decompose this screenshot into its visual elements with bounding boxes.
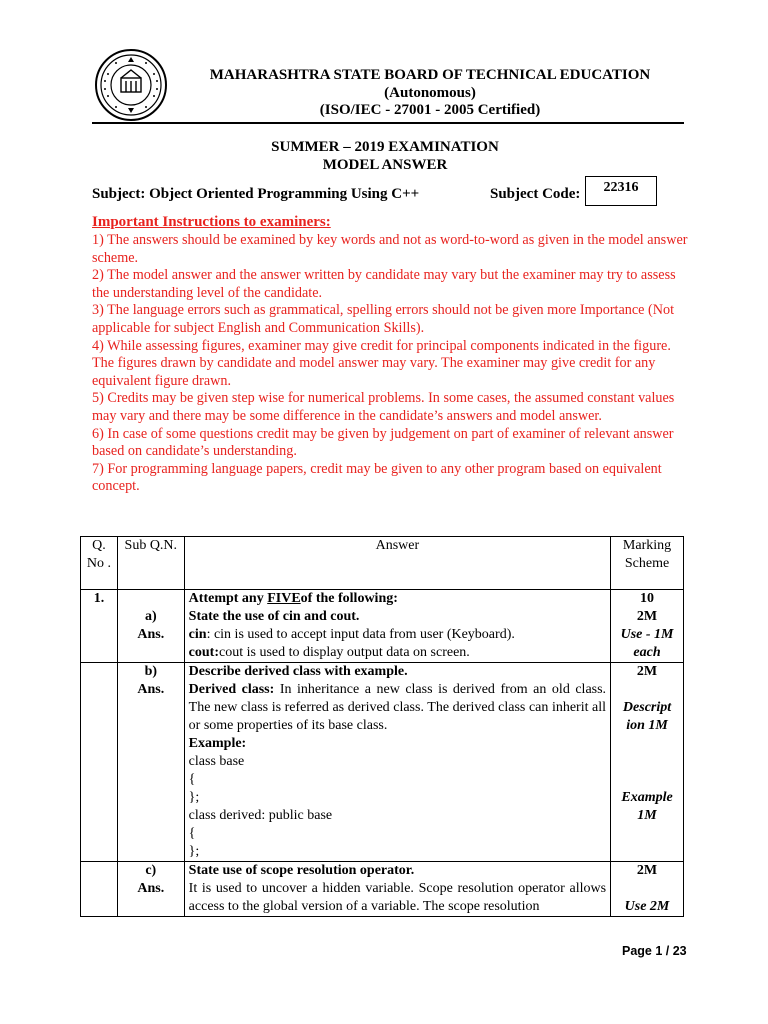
instruction-item: 6) In case of some questions credit may be given by judgement on part of examiner of relevant answer based on candidate’s understanding. — [92, 425, 674, 460]
marking-cell — [611, 590, 684, 663]
marks: 2M — [636, 609, 658, 624]
question-text: Describe derived class with example. — [188, 664, 408, 679]
attempt-instruction: Attempt any FIVEof the following: — [188, 591, 398, 606]
scheme-note: Use 2M — [624, 899, 670, 914]
instructions-title: Important Instructions to examiners: — [92, 214, 331, 230]
header-subqn: Sub Q.N. — [117, 537, 184, 590]
subject-name: Subject: Object Oriented Programming Using C++ — [92, 186, 420, 202]
instruction-item: 7) For programming language papers, credit may be given to any other program based on equivalent concept. — [92, 460, 662, 495]
instruction-item: 2) The model answer and the answer written by candidate may vary but the examiner may try to assess the understanding level of the candidate. — [92, 267, 676, 301]
sub-question-cell — [117, 663, 184, 862]
answer-paragraph: It is used to uncover a hidden variable. Scope resolution operator allows access to the global version of a variable. The scope resolution — [188, 881, 607, 914]
code-line: }; — [188, 790, 200, 805]
sub-question-cell — [117, 590, 184, 663]
table-row — [81, 663, 684, 862]
sub-question-label: a) — [144, 609, 157, 624]
exam-type: MODEL ANSWER — [322, 157, 448, 173]
board-name: MAHARASHTRA STATE BOARD OF TECHNICAL EDUCATION — [209, 67, 651, 83]
header-qno: Q. No . — [81, 537, 118, 590]
ans-label: Ans. — [137, 627, 165, 642]
table-row — [81, 590, 684, 663]
answer-cell — [184, 862, 610, 917]
marks: 2M — [636, 863, 658, 878]
header-divider — [92, 122, 684, 124]
answer-line: cout:cout is used to display output data on screen. — [188, 645, 470, 660]
code-line: class base — [188, 754, 245, 769]
instruction-item: 1) The answers should be examined by key words and not as word-to-word as given in the model answer scheme. — [92, 232, 688, 266]
instruction-item: 4) While assessing figures, examiner may give credit for principal components indicated in the figure. The figures drawn by candidate and model answer may vary. The examiner may give credit for any equivalent figure drawn. — [92, 337, 671, 389]
code-line: { — [188, 772, 196, 787]
scheme-note: Descript ion 1M — [622, 700, 672, 733]
instruction-item: 5) Credits may be given step wise for numerical problems. In some cases, the assumed constant values may vary and there may be some difference in the candidate’s answers and model answer. — [92, 390, 675, 424]
table-header-row — [81, 537, 684, 590]
question-text: State use of scope resolution operator. — [188, 863, 415, 878]
answer-line: cin: cin is used to accept input data from user (Keyboard). — [188, 627, 515, 642]
answer-table — [80, 536, 684, 917]
answer-paragraph: Derived class: In inheritance a new class is derived from an old class. The new class is referred as derived class. The derived class can inherit all or some properties of its base class. — [188, 682, 607, 733]
msbte-seal-logo — [94, 48, 168, 122]
exam-session: SUMMER – 2019 EXAMINATION — [271, 139, 499, 155]
page-number: Page 1 / 23 — [622, 944, 687, 958]
marks: 2M — [636, 664, 658, 679]
scheme-note: Example 1M — [621, 790, 673, 823]
marking-cell — [611, 663, 684, 862]
instruction-item: 3) The language errors such as grammatical, spelling errors should not be given more Importance (Not applicable for subject English and Communication Skills). — [92, 302, 675, 336]
answer-cell — [184, 590, 610, 663]
certification-label: (ISO/IEC - 27001 - 2005 Certified) — [319, 102, 541, 118]
sub-question-label: c) — [145, 863, 157, 878]
example-label: Example: — [188, 736, 247, 751]
marking-cell — [611, 862, 684, 917]
sub-question-label: b) — [144, 664, 158, 679]
code-line: class derived: public base — [188, 808, 333, 823]
scheme-note: Use - 1M each — [620, 627, 674, 660]
subject-code-box: 22316 — [585, 176, 657, 206]
subject-code-label: Subject Code: — [490, 186, 581, 202]
question-text: State the use of cin and cout. — [188, 609, 360, 624]
header-marking: Marking Scheme — [611, 537, 684, 590]
header-answer: Answer — [184, 537, 610, 590]
question-number: 1. — [81, 590, 118, 663]
ans-label: Ans. — [137, 682, 165, 697]
code-line: }; — [188, 844, 200, 859]
sub-question-cell — [117, 862, 184, 917]
table-row — [81, 862, 684, 917]
instructions-list — [92, 232, 692, 496]
code-line: { — [188, 826, 196, 841]
autonomous-label: (Autonomous) — [384, 85, 476, 101]
answer-cell — [184, 663, 610, 862]
total-marks: 10 — [640, 591, 655, 606]
ans-label: Ans. — [137, 881, 165, 896]
